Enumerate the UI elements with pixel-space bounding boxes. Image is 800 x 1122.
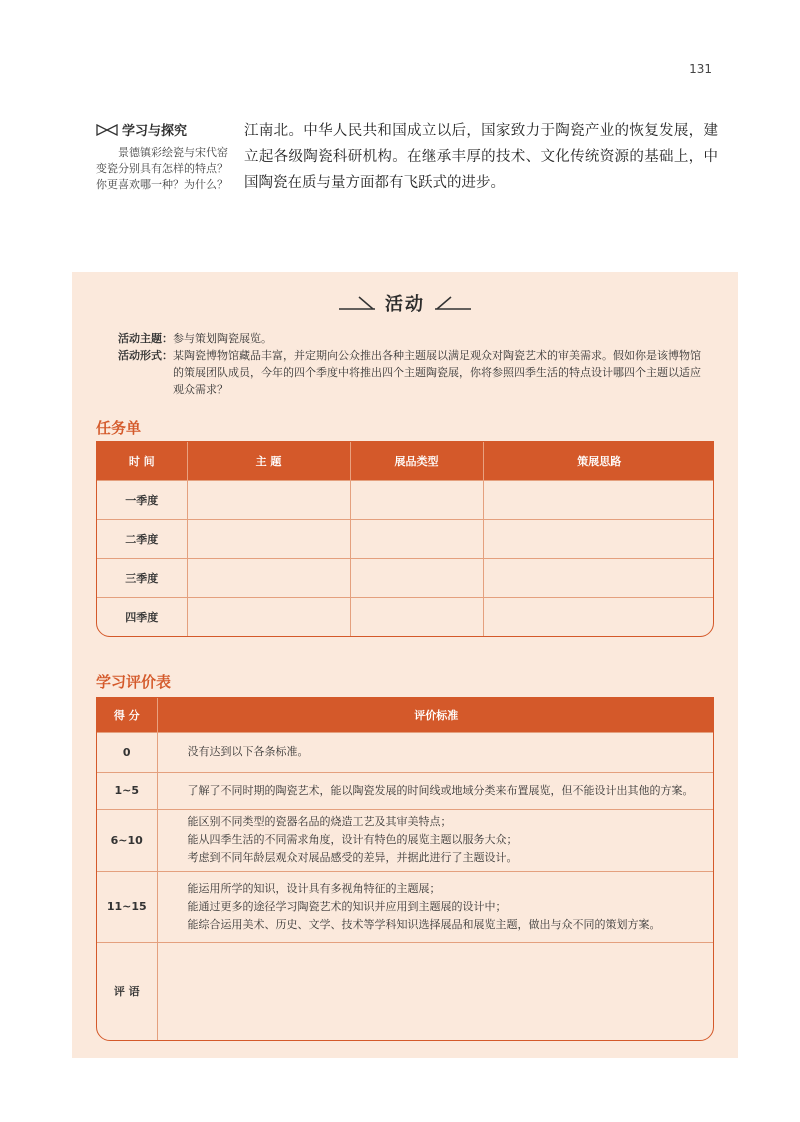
activity-title — [72, 290, 738, 316]
eval-score: 0 — [97, 732, 157, 772]
activity-theme-label: 活动主题： — [118, 332, 173, 345]
table-row — [97, 480, 714, 519]
eval-criteria-line: 考虑到不同年龄层观众对展品感受的差异，并据此进行了主题设计。 — [187, 851, 518, 864]
activity-title-text: 活动 — [385, 294, 425, 315]
body-paragraph: 江南北。中华人民共和国成立以后，国家致力于陶瓷产业的恢复发展，建立起各级陶瓷科研机构。在继承丰厚的技术、文化传统资源的基础上，中国陶瓷在质与量方面都有飞跃式的进步。 — [244, 123, 718, 191]
side-note-title: 学习与探究 — [122, 124, 188, 139]
table-row — [97, 772, 714, 809]
task-sheet-table — [96, 441, 714, 637]
bowtie-icon — [96, 124, 118, 136]
task-row-label: 二季度 — [97, 519, 187, 558]
evaluation-table — [96, 697, 714, 1041]
evaluation-title: 学习评价表 — [96, 673, 172, 691]
task-sheet-title: 任务单 — [96, 419, 142, 437]
eval-criteria-line: 能区别不同类型的瓷器名品的烧造工艺及其审美特点； — [187, 815, 452, 828]
table-row — [97, 558, 714, 597]
activity-form-value: 某陶瓷博物馆藏品丰富，并定期向公众推出各种主题展以满足观众对陶瓷艺术的审美需求。假如你是该博物馆的策展团队成员，今年的四个季度中将推出四个主题陶瓷展，你将参照四季生活的特点设计哪四个主题以适应观众需求？ — [173, 349, 701, 396]
task-cell-curation[interactable] — [483, 558, 714, 597]
eval-criteria-line: 了解了不同时期的陶瓷艺术，能以陶瓷发展的时间线或地域分类来布置展览，但不能设计出其他的方案。 — [187, 783, 694, 797]
task-header-time: 时 间 — [97, 442, 187, 480]
task-cell-theme[interactable] — [187, 597, 350, 636]
eval-criteria-line: 能综合运用美术、历史、文学、技术等学科知识选择展品和展览主题，做出与众不同的策划方案。 — [187, 917, 661, 931]
eval-score: 1~5 — [97, 772, 157, 809]
task-cell-exhibit-type[interactable] — [350, 480, 483, 519]
activity-panel — [72, 272, 738, 1058]
title-right-ornament-icon — [433, 295, 473, 311]
task-row-label: 一季度 — [97, 480, 187, 519]
task-cell-theme[interactable] — [187, 558, 350, 597]
task-header-row — [97, 442, 714, 480]
table-row — [97, 871, 714, 942]
eval-criteria-line: 能运用所学的知识，设计具有多视角特征的主题展； — [187, 881, 441, 895]
eval-header-row — [97, 698, 714, 732]
table-row — [97, 942, 714, 1040]
task-cell-curation[interactable] — [483, 480, 714, 519]
task-cell-exhibit-type[interactable] — [350, 558, 483, 597]
task-cell-theme[interactable] — [187, 480, 350, 519]
title-left-ornament-icon — [337, 295, 377, 311]
eval-criteria-line: 能从四季生活的不同需求角度，设计有特色的展览主题以服务大众； — [187, 833, 518, 846]
table-row — [97, 519, 714, 558]
task-cell-exhibit-type[interactable] — [350, 597, 483, 636]
side-note-heading — [96, 120, 228, 139]
eval-criteria-line: 没有达到以下各条标准。 — [187, 745, 309, 758]
side-note-text: 景德镇彩绘瓷与宋代窑变瓷分别具有怎样的特点？你更喜欢哪一种？为什么？ — [96, 146, 228, 191]
eval-criteria — [157, 809, 714, 871]
task-cell-curation[interactable] — [483, 519, 714, 558]
table-row — [97, 597, 714, 636]
task-header-curation: 策展思路 — [483, 442, 714, 480]
task-header-exhibit-type: 展品类型 — [350, 442, 483, 480]
eval-comment-cell[interactable] — [157, 942, 714, 1040]
page-number: 131 — [689, 62, 712, 76]
activity-form-row — [118, 347, 708, 398]
eval-criteria-line: 能通过更多的途径学习陶瓷艺术的知识并应用到主题展的设计中； — [187, 899, 507, 913]
eval-criteria — [157, 732, 714, 772]
activity-theme-row — [118, 330, 708, 347]
eval-score: 11~15 — [97, 871, 157, 942]
eval-score: 评 语 — [97, 942, 157, 1040]
table-row — [97, 732, 714, 772]
eval-criteria — [157, 772, 714, 809]
eval-score: 6~10 — [97, 809, 157, 871]
eval-header-criteria: 评价标准 — [157, 698, 714, 732]
eval-criteria — [157, 871, 714, 942]
activity-form-label: 活动形式： — [118, 349, 173, 362]
task-row-label: 四季度 — [97, 597, 187, 636]
table-row — [97, 809, 714, 871]
task-cell-exhibit-type[interactable] — [350, 519, 483, 558]
task-row-label: 三季度 — [97, 558, 187, 597]
eval-header-score: 得 分 — [97, 698, 157, 732]
task-cell-curation[interactable] — [483, 597, 714, 636]
task-header-theme: 主 题 — [187, 442, 350, 480]
task-cell-theme[interactable] — [187, 519, 350, 558]
side-note — [96, 120, 228, 193]
activity-theme-value: 参与策划陶瓷展览。 — [173, 332, 272, 345]
activity-info — [118, 330, 708, 398]
